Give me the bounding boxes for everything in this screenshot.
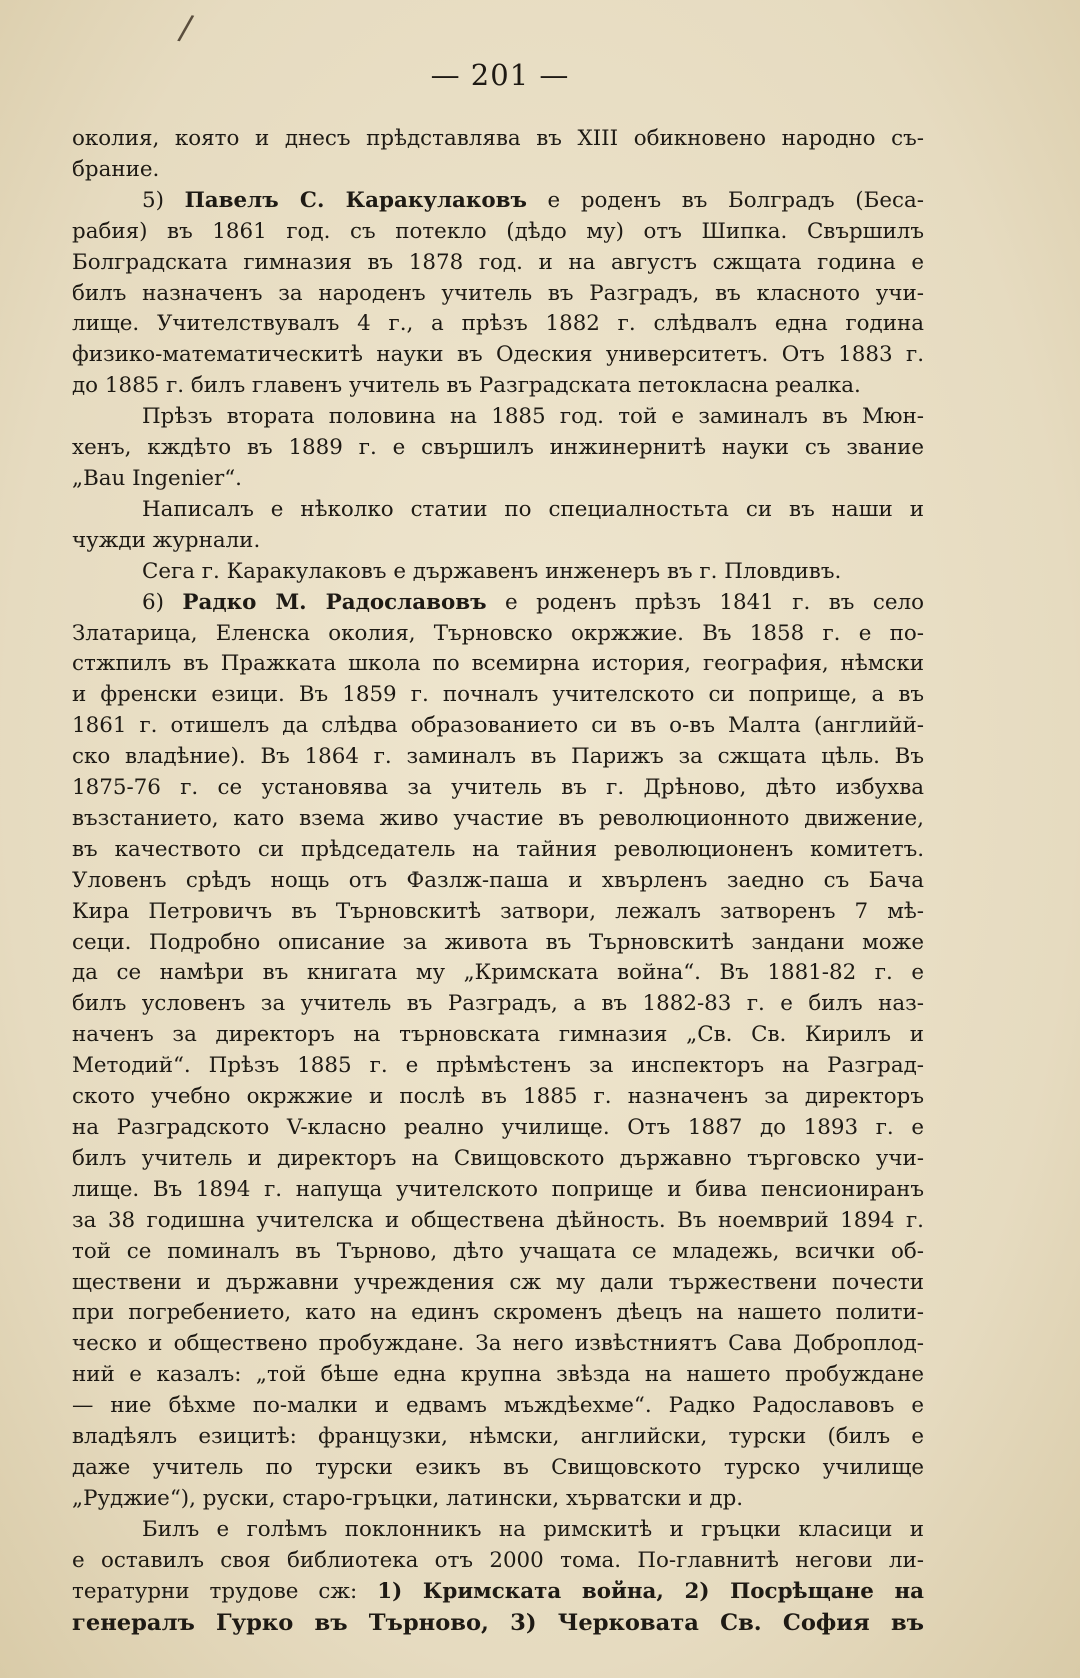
text-line: брание.: [72, 156, 160, 182]
text-line: — ние бѣхме по-малки и едвамъ мъждѣехме“. Радко Радославовъ е: [72, 1393, 924, 1419]
text-line: за 38 годишна учителска и обществена дѣйность. Въ ноемврий 1894 г.: [72, 1207, 924, 1233]
text-line: Златарица, Еленска околия, Търновско окржжие. Въ 1858 г. е по-: [72, 620, 924, 646]
text-line: сеци. Подробно описание за живота въ Търновскитѣ зандани може: [72, 929, 924, 955]
text-line: лище. Учителствувалъ 4 г., а прѣзъ 1882 г. слѣдвалъ една година: [72, 311, 924, 337]
text-line: Билъ е голѣмъ поклонникъ на римскитѣ и гръцки класици и: [142, 1516, 924, 1542]
person-name: Радко М. Радославовъ: [182, 589, 487, 615]
text-line: ското учебно окржжие и послѣ въ 1885 г. назначенъ за директоръ: [72, 1084, 924, 1110]
text-line: ний е казалъ: „той бѣше една крупна звѣзда на нашето пробуждане: [72, 1362, 924, 1388]
text-line: даже учитель по турски езикъ въ Свищовското турско училище: [72, 1454, 924, 1480]
text-line: той се поминалъ въ Търново, дѣто учащата се младежь, всички об-: [72, 1238, 924, 1264]
text-line: Болградската гимназия въ 1878 год. и на августъ сжщата година е: [72, 249, 924, 275]
text-line: билъ учитель и директоръ на Свищовското държавно търговско учи-: [72, 1145, 924, 1171]
text-line: стжпилъ въ Пражката школа по всемирна история, география, нѣмски: [72, 651, 924, 677]
text-line: ществени и държавни учреждения сж му дали тържествени почести: [72, 1269, 924, 1295]
text-line: чужди журнали.: [72, 527, 261, 553]
text-fragment: е роденъ въ Болградъ (Беса-: [526, 187, 924, 213]
body-text: [72, 124, 924, 1638]
text-fragment: е роденъ прѣзъ 1841 г. въ село: [486, 589, 924, 615]
person-name: Павелъ С. Каракулаковъ: [184, 187, 527, 213]
text-line: е оставилъ своя библиотека отъ 2000 тома. По-главнитѣ негови ли-: [72, 1547, 924, 1573]
stray-pen-mark: /: [175, 7, 196, 49]
text-line: билъ условенъ за учитель въ Разградъ, а въ 1882-83 г. е билъ наз-: [72, 991, 924, 1017]
text-fragment: тературни трудове сж:: [72, 1578, 378, 1604]
text-line: рабия) въ 1861 год. съ потекло (дѣдо му) отъ Шипка. Свършилъ: [72, 218, 924, 244]
text-line: Сега г. Каракулаковъ е държавенъ инженеръ въ г. Пловдивъ.: [142, 558, 842, 584]
text-line: околия, която и днесъ прѣдставлява въ XIII обикновено народно съ-: [72, 126, 924, 151]
entry-number: 5): [142, 187, 185, 213]
text-line: до 1885 г. билъ главенъ учитель въ Разградската петокласна реалка.: [72, 373, 861, 399]
page-number: — 201 —: [430, 58, 570, 92]
text-line: на Разградското V-класно реално училище. Отъ 1887 до 1893 г. е: [72, 1115, 924, 1140]
works-line: [72, 1577, 924, 1608]
works-line-bold: генералъ Гурко въ Търново, 3) Черковата Св. София въ: [72, 1609, 924, 1636]
text-line: наченъ за директоръ на търновската гимназия „Св. Св. Кирилъ и: [72, 1022, 924, 1048]
text-line: ческо и обществено пробуждане. За него извѣстниятъ Сава Доброплод-: [72, 1331, 924, 1357]
text-line: ско владѣние). Въ 1864 г. заминалъ въ Парижъ за сжщата цѣль. Въ: [72, 744, 924, 770]
text-line: да се намѣри въ книгата му „Кримската война“. Въ 1881-82 г. е: [72, 960, 924, 986]
text-line: Кира Петровичъ въ Търновскитѣ затвори, лежалъ затворенъ 7 мѣ-: [72, 898, 924, 924]
text-line: хенъ, кждѣто въ 1889 г. е свършилъ инжинернитѣ науки съ звание: [72, 435, 924, 461]
text-line: владѣялъ езицитѣ: французки, нѣмски, английски, турски (билъ е: [72, 1424, 924, 1450]
text-line: 1875-76 г. се установява за учитель въ г. Дрѣново, дѣто избухва: [72, 775, 924, 801]
text-line: „Руджие“), руски, старо-гръцки, латински, хърватски и др.: [72, 1485, 744, 1511]
text-line: Методий“. Прѣзъ 1885 г. е прѣмѣстенъ за инспекторъ на Разград-: [72, 1053, 924, 1079]
text-line: билъ назначенъ за народенъ учитель въ Разградъ, въ класното учи-: [72, 280, 924, 306]
text-line: и френски езици. Въ 1859 г. почналъ учителското си поприще, а въ: [72, 682, 924, 708]
works-list-bold: 1) Кримската война, 2) Посрѣщане на: [377, 1578, 924, 1604]
entry-number: 6): [142, 589, 183, 615]
text-line: възстанието, като взема живо участие въ революционното движение,: [72, 805, 924, 831]
text-line: Написалъ е нѣколко статии по специалностьта си въ наши и: [142, 496, 924, 522]
text-line: Уловенъ срѣдъ нощь отъ Фазлж-паша и хвърленъ заедно съ Бача: [72, 867, 924, 893]
text-line: въ качеството си прѣдседатель на тайния революционенъ комитетъ.: [72, 836, 924, 862]
text-line: при погребението, като на единъ скроменъ дѣецъ на нашето полити-: [72, 1300, 924, 1326]
text-line: Прѣзъ втората половина на 1885 год. той е заминалъ въ Мюн-: [142, 404, 924, 430]
biography-heading-line: [72, 186, 924, 217]
text-line: „Bau Ingenier“.: [72, 465, 242, 491]
text-line: физико-математическитѣ науки въ Одеския университетъ. Отъ 1883 г.: [72, 342, 924, 368]
text-line: 1861 г. отишелъ да слѣдва образованието си въ о-въ Малта (английй-: [72, 713, 924, 739]
biography-heading-line: [72, 588, 924, 619]
text-line: лище. Въ 1894 г. напуща учителското поприще и бива пенсиониранъ: [72, 1176, 924, 1202]
